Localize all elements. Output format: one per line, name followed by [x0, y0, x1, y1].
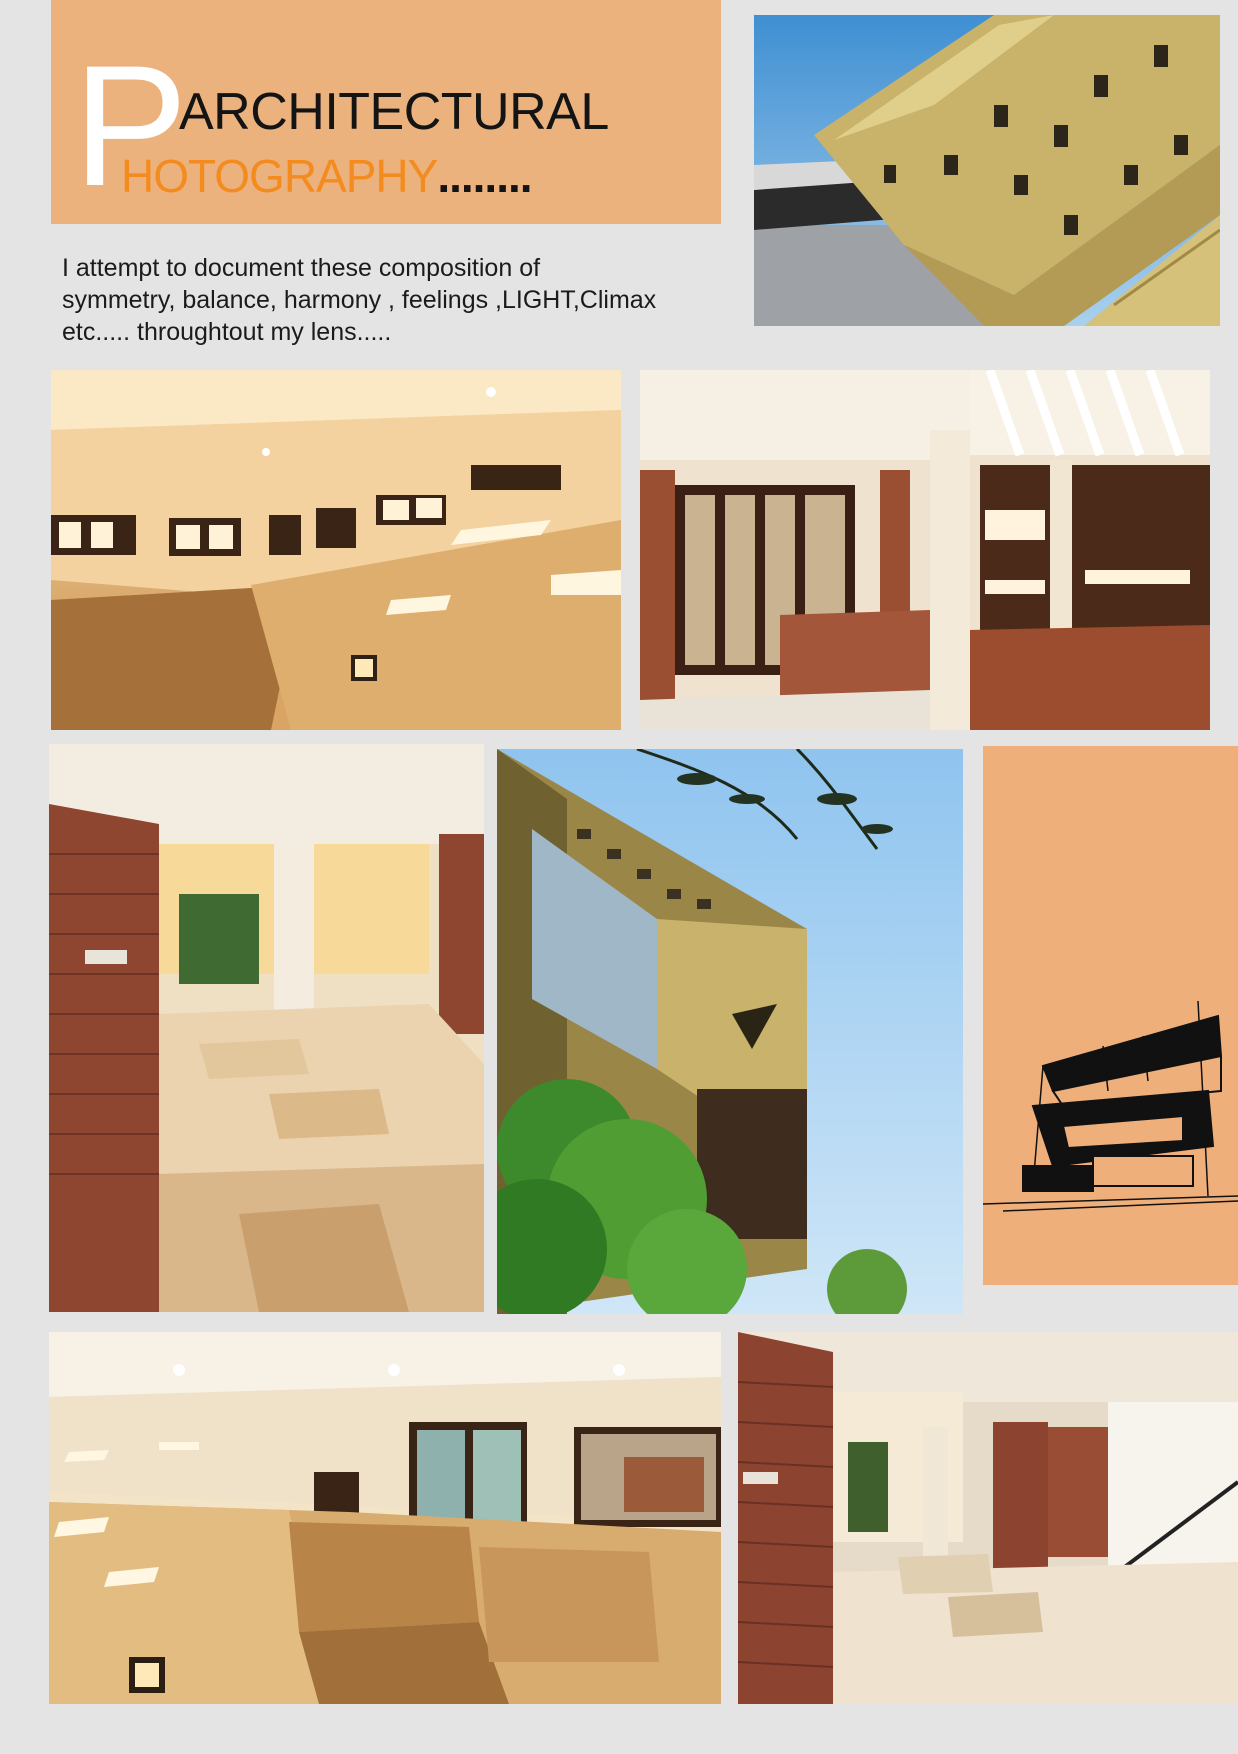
- title-initial-letter: P: [73, 30, 184, 222]
- photo-interior-brick-pergola: [640, 370, 1210, 730]
- photo-interior-sunken-seating: [49, 1332, 721, 1704]
- photo-facade-exterior-trees: [497, 749, 963, 1314]
- title-panel: [51, 0, 721, 224]
- photo-interior-sunken-steps: [51, 370, 621, 730]
- intro-line-1: I attempt to document these composition of: [62, 254, 541, 282]
- title-line-architectural: ARCHITECTURAL: [179, 83, 609, 141]
- photo-interior-marble-steps: [49, 744, 484, 1312]
- title-line-photography: [121, 151, 532, 201]
- title-photography-text: HOTOGRAPHY: [121, 150, 438, 202]
- intro-text: [62, 252, 762, 348]
- title-dots: ........: [437, 150, 532, 202]
- building-sketch-icon: [983, 746, 1238, 1285]
- intro-line-2: symmetry, balance, harmony , feelings ,LIGHT,Climax: [62, 286, 657, 314]
- photo-facade-exterior-top: [754, 15, 1220, 326]
- intro-line-3: etc..... throughtout my lens.....: [62, 318, 392, 346]
- photo-interior-hallway: [738, 1332, 1238, 1704]
- sketch-panel: [983, 746, 1238, 1285]
